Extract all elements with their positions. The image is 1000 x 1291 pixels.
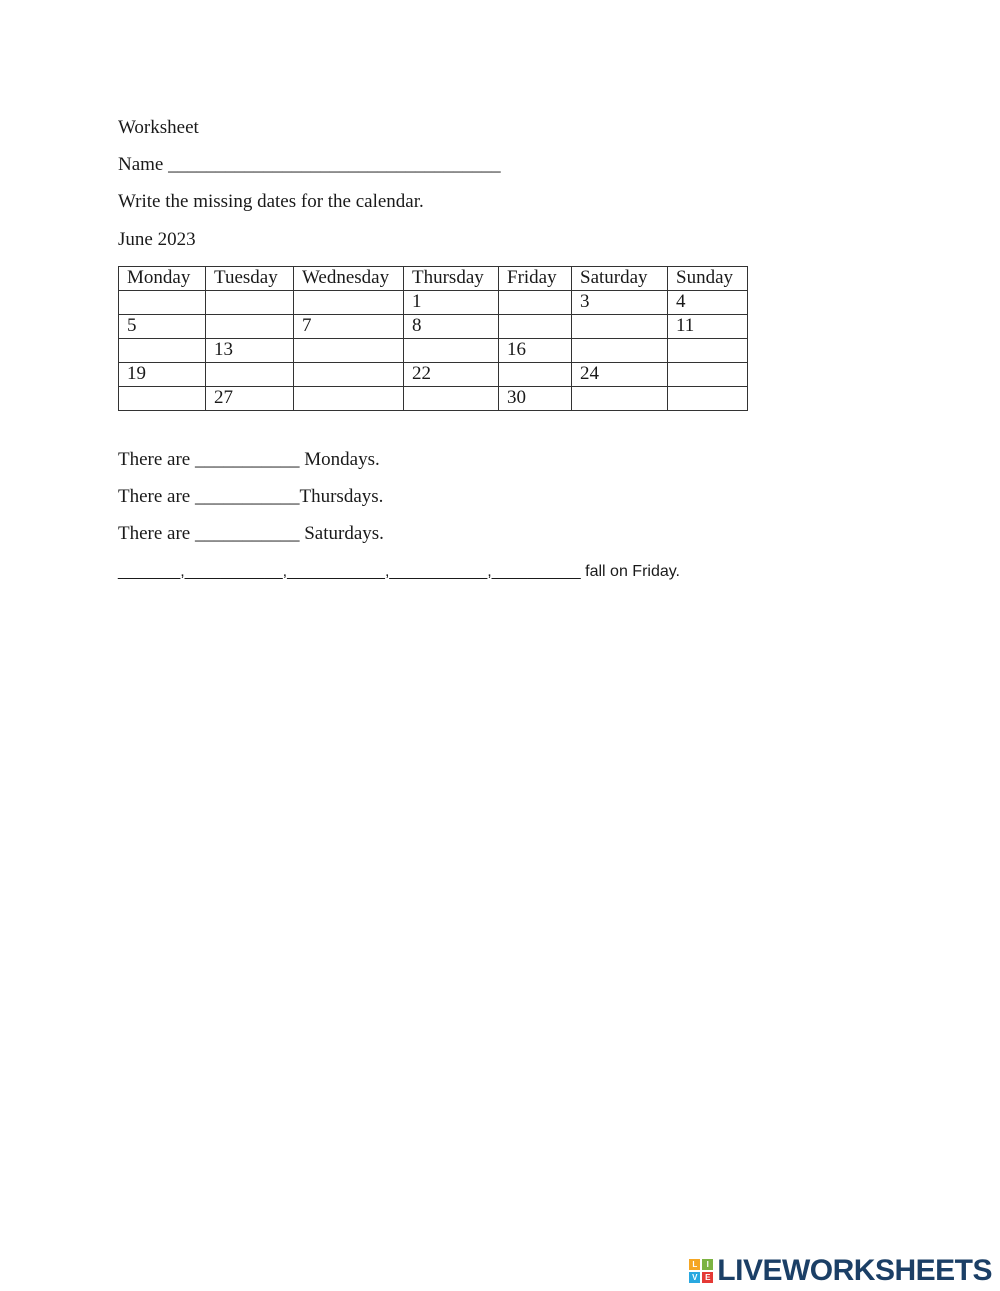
liveworksheets-logo xyxy=(689,1253,992,1289)
calendar-week-row xyxy=(119,363,748,387)
date-cell: 22 xyxy=(404,363,499,387)
date-cell[interactable] xyxy=(206,363,294,387)
date-cell[interactable] xyxy=(294,339,404,363)
date-cell: 1 xyxy=(404,291,499,315)
instruction-text: Write the missing dates for the calendar. xyxy=(118,191,424,212)
date-cell[interactable] xyxy=(499,363,572,387)
date-cell: 4 xyxy=(668,291,748,315)
date-cell: 13 xyxy=(206,339,294,363)
logo-blocks-icon xyxy=(689,1259,713,1283)
date-cell[interactable] xyxy=(668,363,748,387)
calendar-week-row xyxy=(119,387,748,411)
date-cell[interactable] xyxy=(294,291,404,315)
calendar-week-row xyxy=(119,339,748,363)
date-cell: 7 xyxy=(294,315,404,339)
calendar-header-row xyxy=(119,267,748,291)
date-cell[interactable] xyxy=(404,339,499,363)
question-mondays: There are ___________ Mondays. xyxy=(118,449,380,470)
calendar-table xyxy=(118,266,748,411)
date-cell[interactable] xyxy=(572,339,668,363)
question-fridays: _______,___________,___________,___________,__________ fall on Friday. xyxy=(118,563,680,580)
logo-block: I xyxy=(702,1259,713,1270)
date-cell[interactable] xyxy=(294,363,404,387)
header-friday: Friday xyxy=(499,267,572,291)
date-cell[interactable] xyxy=(294,387,404,411)
date-cell: 11 xyxy=(668,315,748,339)
calendar-week-row xyxy=(119,315,748,339)
calendar-month-label: June 2023 xyxy=(118,229,196,250)
date-cell[interactable] xyxy=(206,315,294,339)
date-cell[interactable] xyxy=(404,387,499,411)
date-cell[interactable] xyxy=(668,387,748,411)
question-thursdays: There are ___________Thursdays. xyxy=(118,486,384,507)
header-tuesday: Tuesday xyxy=(206,267,294,291)
date-cell[interactable] xyxy=(499,291,572,315)
date-cell[interactable] xyxy=(119,291,206,315)
date-cell[interactable] xyxy=(572,387,668,411)
logo-block: V xyxy=(689,1272,700,1283)
date-cell[interactable] xyxy=(572,315,668,339)
header-sunday: Sunday xyxy=(668,267,748,291)
date-cell: 16 xyxy=(499,339,572,363)
name-field-line: Name ___________________________________ xyxy=(118,154,501,175)
logo-block: E xyxy=(702,1272,713,1283)
date-cell: 19 xyxy=(119,363,206,387)
date-cell[interactable] xyxy=(119,387,206,411)
brand-name: LIVEWORKSHEETS xyxy=(717,1254,992,1287)
date-cell[interactable] xyxy=(206,291,294,315)
date-cell[interactable] xyxy=(499,315,572,339)
worksheet-title: Worksheet xyxy=(118,117,199,138)
question-saturdays: There are ___________ Saturdays. xyxy=(118,523,384,544)
date-cell[interactable] xyxy=(119,339,206,363)
header-wednesday: Wednesday xyxy=(294,267,404,291)
date-cell: 27 xyxy=(206,387,294,411)
logo-block: L xyxy=(689,1259,700,1270)
date-cell[interactable] xyxy=(668,339,748,363)
date-cell: 24 xyxy=(572,363,668,387)
header-saturday: Saturday xyxy=(572,267,668,291)
date-cell: 3 xyxy=(572,291,668,315)
date-cell: 5 xyxy=(119,315,206,339)
date-cell: 8 xyxy=(404,315,499,339)
calendar-week-row xyxy=(119,291,748,315)
header-monday: Monday xyxy=(119,267,206,291)
header-thursday: Thursday xyxy=(404,267,499,291)
date-cell: 30 xyxy=(499,387,572,411)
